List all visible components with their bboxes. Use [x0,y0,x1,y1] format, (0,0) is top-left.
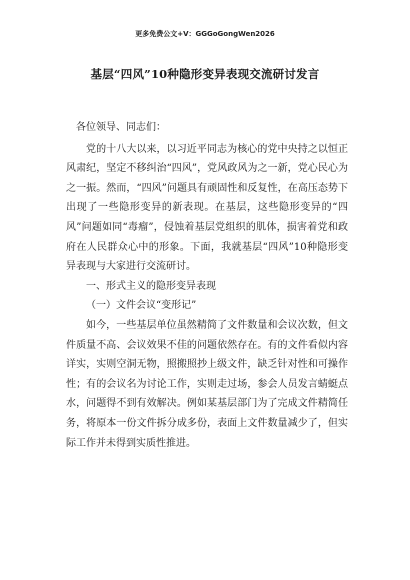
section-heading: 一、形式主义的隐形变异表现 [86,280,216,292]
header-note: 更多免费公文+V：GGGoGongWen2026 [135,30,275,38]
paragraph-body: 如今，一些基层单位虽然精简了文件数量和会议次数，但文件质量不高、会议效果不佳的问题依然存在。有的文件看似内容详实，实则空洞无物，照搬照抄上级文件，缺乏针对性和可操作性；有的会议名为讨论工作，实则走过场，参会人员发言蜻蜓点水，问题得不到有效解决。例如某基层部门为了完成文件精简任务，将原本一份文件拆分成多份，表面上文件数量减少了，但实际工作并未得到实质性推进。 [66,319,348,449]
document-body [66,118,348,453]
salutation: 各位领导、同志们： [76,122,166,133]
paragraph-intro: 党的十八大以来，以习近平同志为核心的党中央持之以恒正风肃纪，坚定不移纠治“四风”，党风政风为之一新，党心民心为之一振。然而，“四风”问题具有顽固性和反复性，在高压态势下出现了一些隐形变异的新表现。在基层，这些隐形变异的“四风”问题如同“毒瘤”，侵蚀着基层党组织的肌体，损害着党和政府在人民群众心中的形象。下面，我就基层“四风”10种隐形变异表现与大家进行交流研讨。 [66,143,348,273]
document-title: 基层“四风”10种隐形变异表现交流研讨发言 [90,67,320,81]
subsection-heading: （一）文件会议“变形记” [86,300,197,312]
